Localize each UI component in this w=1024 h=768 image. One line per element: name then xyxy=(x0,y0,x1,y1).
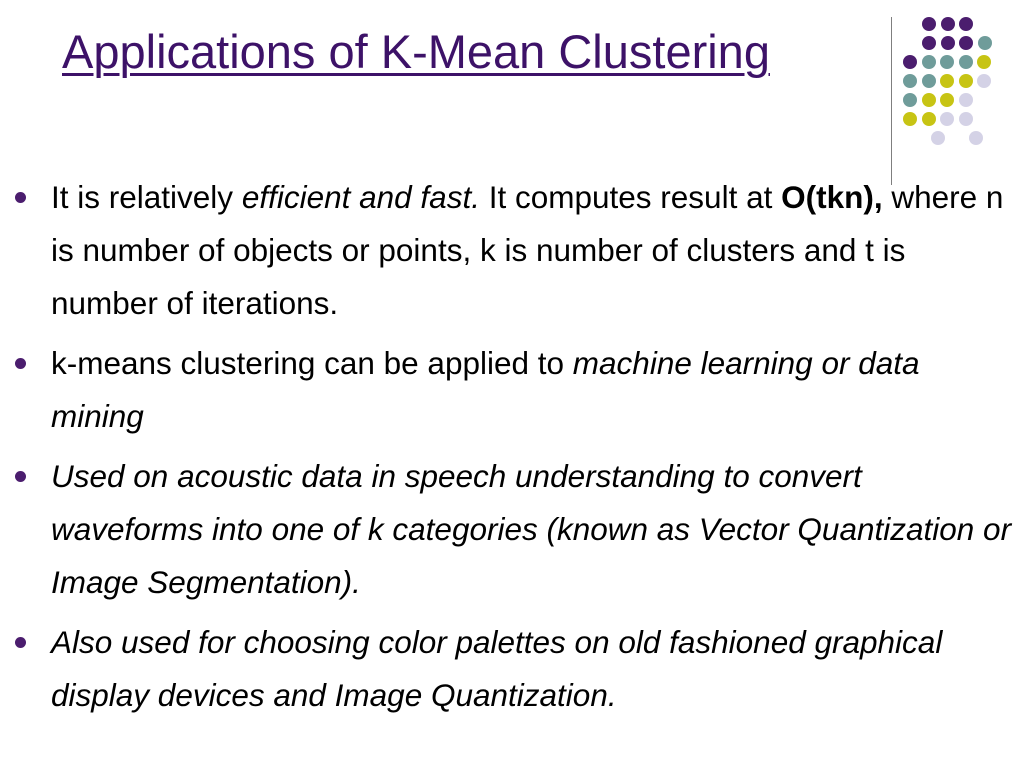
bullet-dot-icon xyxy=(15,192,26,203)
bullet-item-machine-learning xyxy=(15,337,1020,443)
decorative-dot xyxy=(959,93,973,107)
bullet-text-italic: efficient and fast. xyxy=(241,179,480,215)
decorative-dot xyxy=(903,55,917,69)
title-divider-line xyxy=(891,17,892,185)
decorative-dot xyxy=(977,55,991,69)
bullet-text-normal: It computes result at xyxy=(479,179,782,215)
decorative-dot xyxy=(959,55,973,69)
bullet-item-color-palettes xyxy=(15,616,1020,722)
decorative-dot xyxy=(941,36,955,50)
decorative-dot xyxy=(931,131,945,145)
decorative-dot xyxy=(903,74,917,88)
decorative-dot xyxy=(922,112,936,126)
bullet-dot-icon xyxy=(15,358,26,369)
decorative-dot xyxy=(978,36,992,50)
decorative-dot xyxy=(922,55,936,69)
decorative-dot xyxy=(922,17,936,31)
bullet-text-normal: It is relatively xyxy=(51,179,242,215)
decorative-dot xyxy=(941,17,955,31)
bullet-item-efficiency xyxy=(15,171,1020,330)
decorative-dot xyxy=(922,74,936,88)
bullet-text-normal: k-means clustering can be applied to xyxy=(51,345,573,381)
decorative-dot xyxy=(959,36,973,50)
bullet-item-acoustic-data xyxy=(15,450,1020,609)
decorative-dot xyxy=(940,55,954,69)
bullet-list xyxy=(15,171,1020,729)
decorative-dot xyxy=(940,112,954,126)
decorative-dot xyxy=(922,36,936,50)
decorative-dot xyxy=(922,93,936,107)
bullet-text-italic: machine learning or data mining xyxy=(51,345,920,434)
slide-title: Applications of K-Mean Clustering xyxy=(62,25,770,78)
bullet-text-bold: O(tkn), xyxy=(781,179,883,215)
decorative-dot xyxy=(969,131,983,145)
decorative-dot xyxy=(903,112,917,126)
decorative-dot xyxy=(940,74,954,88)
bullet-dot-icon xyxy=(15,471,26,482)
decorative-dot xyxy=(940,93,954,107)
decorative-dot xyxy=(977,74,991,88)
decorative-dot xyxy=(959,112,973,126)
decorative-dot xyxy=(959,74,973,88)
bullet-text-italic: Used on acoustic data in speech understanding to convert waveforms into one of k categories (known as Vector Quantization or Image Segmentation). xyxy=(51,458,1012,600)
bullet-dot-icon xyxy=(15,637,26,648)
decorative-dot xyxy=(903,93,917,107)
bullet-text-normal: where n is number of objects or points, k is number of clusters and t is number of iterations. xyxy=(51,179,1004,321)
decorative-dot xyxy=(959,17,973,31)
bullet-text-italic: Also used for choosing color palettes on old fashioned graphical display devices and Image Quantization. xyxy=(51,624,943,713)
